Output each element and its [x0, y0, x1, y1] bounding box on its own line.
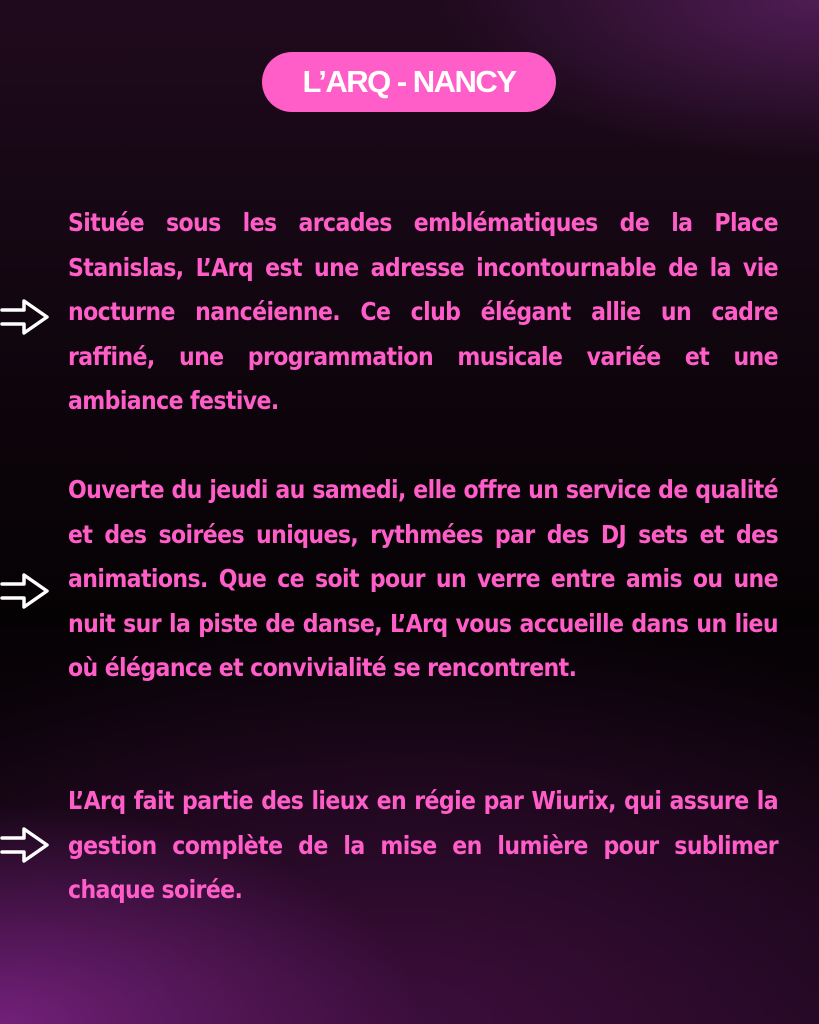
arrow-right-icon — [0, 571, 50, 611]
paragraph-opening: Ouverte du jeudi au samedi, elle offre un service de qualité et des soirées uniques, rythmées par des DJ sets et des animations. Que ce soit pour un verre entre amis ou une nuit sur la piste de danse, L’Arq vous accueille dans un lieu où élégance et convivialité se rencontrent. — [68, 475, 778, 682]
paragraph-management: L’Arq fait partie des lieux en régie par Wiurix, qui assure la gestion complète de la mise en lumière pour sublimer chaque soirée. — [68, 786, 778, 904]
arrow-right-icon — [0, 825, 50, 865]
title-badge — [262, 52, 556, 112]
paragraph-intro: Située sous les arcades emblématiques de la Place Stanislas, L’Arq est une adresse incontournable de la vie nocturne nancéienne. Ce club élégant allie un cadre raffiné, une programmation musicale variée et une ambiance festive. — [68, 208, 778, 415]
page-title: L’ARQ - NANCY — [302, 64, 516, 99]
arrow-right-icon — [0, 297, 50, 337]
